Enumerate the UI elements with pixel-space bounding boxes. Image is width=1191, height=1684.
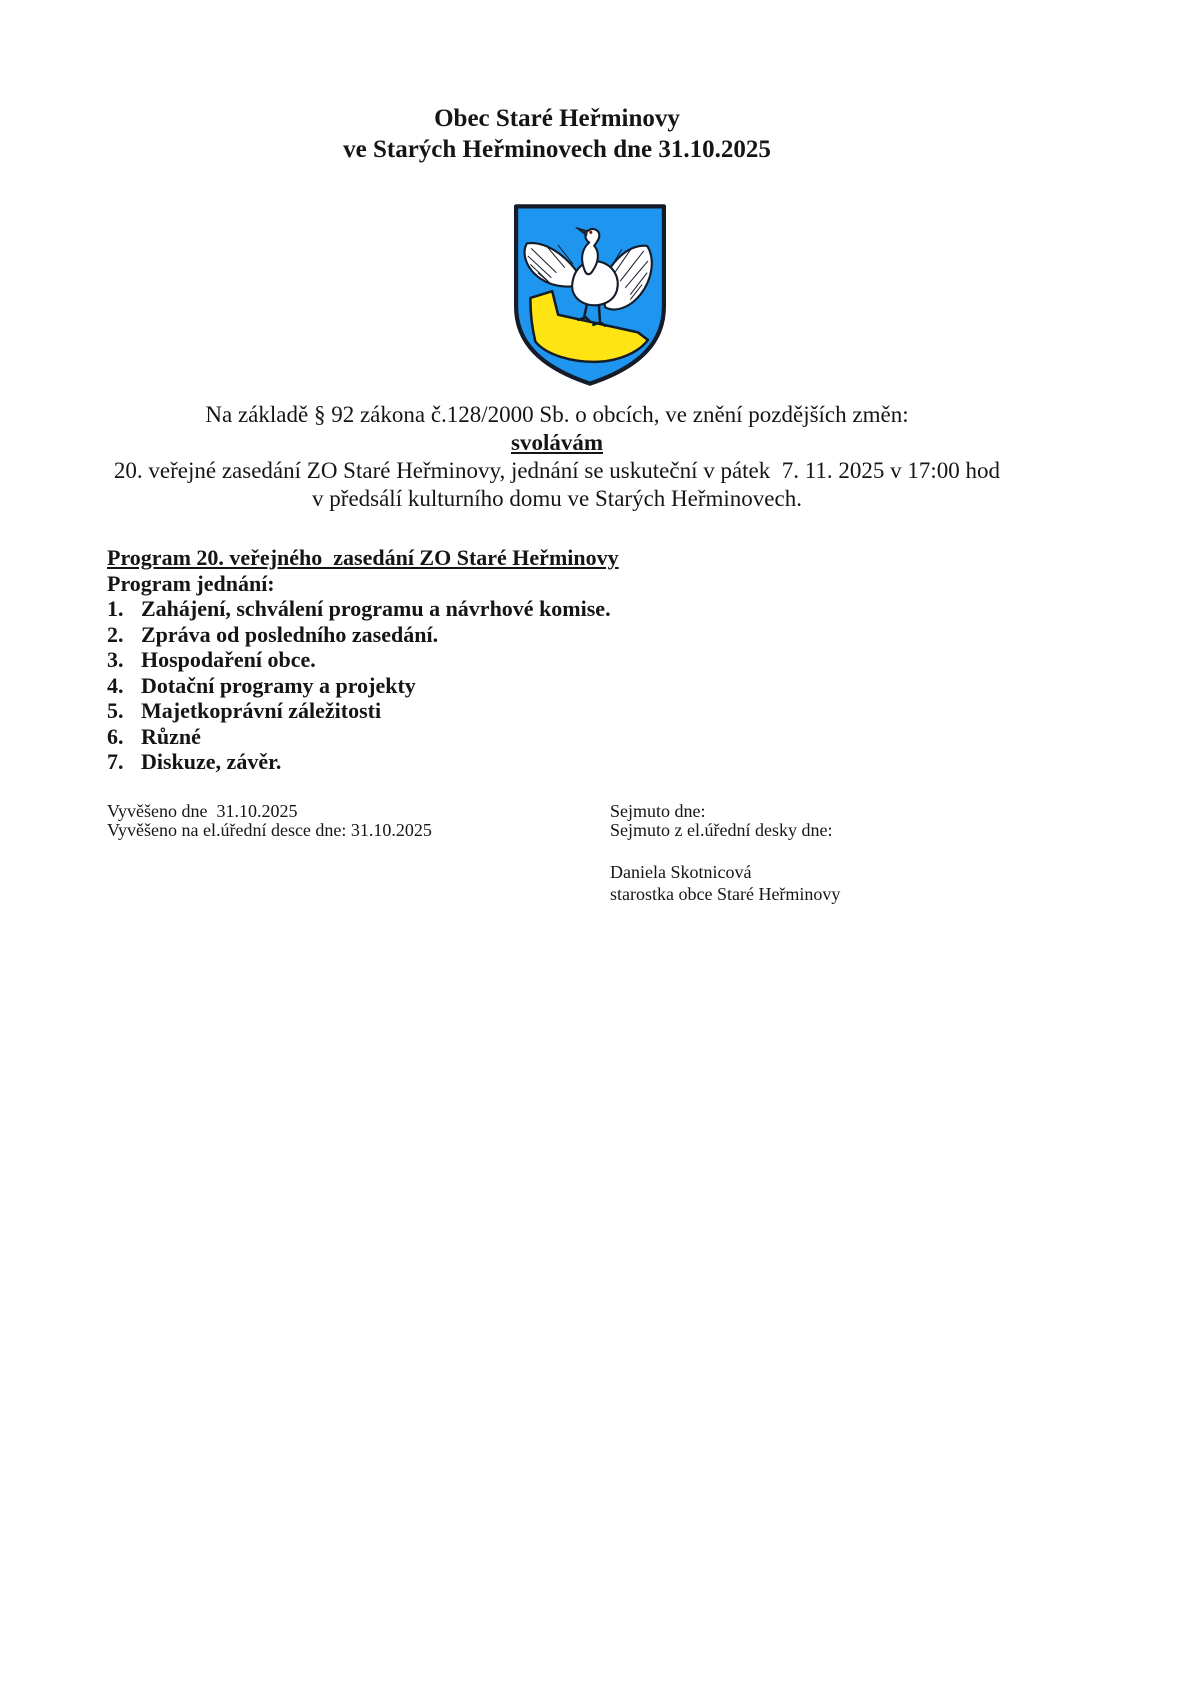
program-item-number: 1.	[107, 596, 124, 621]
program-item	[107, 673, 1047, 699]
removed-eboard-line: Sejmuto z el.úřední desky dne:	[610, 820, 833, 840]
program-item-number: 5.	[107, 698, 124, 723]
program-item-text: Majetkoprávní záležitosti	[141, 698, 382, 723]
program-item-text: Hospodaření obce.	[141, 647, 316, 672]
program-item	[107, 698, 1047, 724]
posted-dates-block	[107, 802, 567, 840]
program-item-text: Diskuze, závěr.	[141, 749, 282, 774]
removed-date-line: Sejmuto dne:	[610, 801, 706, 821]
program-section	[107, 545, 1047, 775]
program-subheading: Program jednání:	[107, 570, 275, 596]
program-heading: Program 20. veřejného zasedání ZO Staré Heřminovy	[107, 545, 619, 570]
program-item	[107, 724, 1047, 750]
program-item	[107, 749, 1047, 775]
program-item-number: 4.	[107, 672, 124, 698]
document-title	[107, 103, 1007, 165]
program-item-text: Zpráva od posledního zasedání.	[141, 621, 439, 647]
session-info-line1: 20. veřejné zasedání ZO Staré Heřminovy, jednání se uskuteční v pátek 7. 11. 2025 v 17:00 hod	[113, 458, 1001, 483]
program-item-text: Dotační programy a projekty	[141, 672, 416, 698]
legal-basis-line: Na základě § 92 zákona č.128/2000 Sb. o obcích, ve znění pozdějších změn:	[205, 402, 909, 427]
session-info-line2: v předsálí kulturního domu ve Starých Heřminovech.	[312, 486, 802, 511]
program-item-number: 6.	[107, 723, 124, 749]
convene-word: svolávám	[511, 430, 603, 455]
signature-title: starostka obce Staré Heřminovy	[610, 884, 841, 904]
signature-block	[610, 861, 1070, 905]
coat-of-arms	[107, 197, 1007, 398]
title-line-municipality: Obec Staré Heřminovy	[434, 105, 680, 132]
posted-eboard-line: Vyvěšeno na el.úřední desce dne: 31.10.2025	[107, 820, 432, 840]
program-item-text: Zahájení, schválení programu a návrhové komise.	[141, 596, 611, 621]
program-item-number: 3.	[107, 647, 124, 672]
intro-paragraph	[38, 401, 1076, 513]
title-line-place-date: ve Starých Heřminovech dne 31.10.2025	[343, 136, 771, 163]
program-item	[107, 647, 1047, 673]
removed-dates-block	[610, 802, 1070, 840]
coat-of-arms-icon	[506, 197, 674, 393]
program-item-text: Různé	[141, 723, 201, 749]
program-item	[107, 622, 1047, 648]
posted-date-line: Vyvěšeno dne 31.10.2025	[107, 801, 298, 821]
signature-name: Daniela Skotnicová	[610, 862, 752, 882]
program-item-number: 7.	[107, 749, 124, 774]
program-item-number: 2.	[107, 621, 124, 647]
program-item	[107, 596, 1047, 622]
